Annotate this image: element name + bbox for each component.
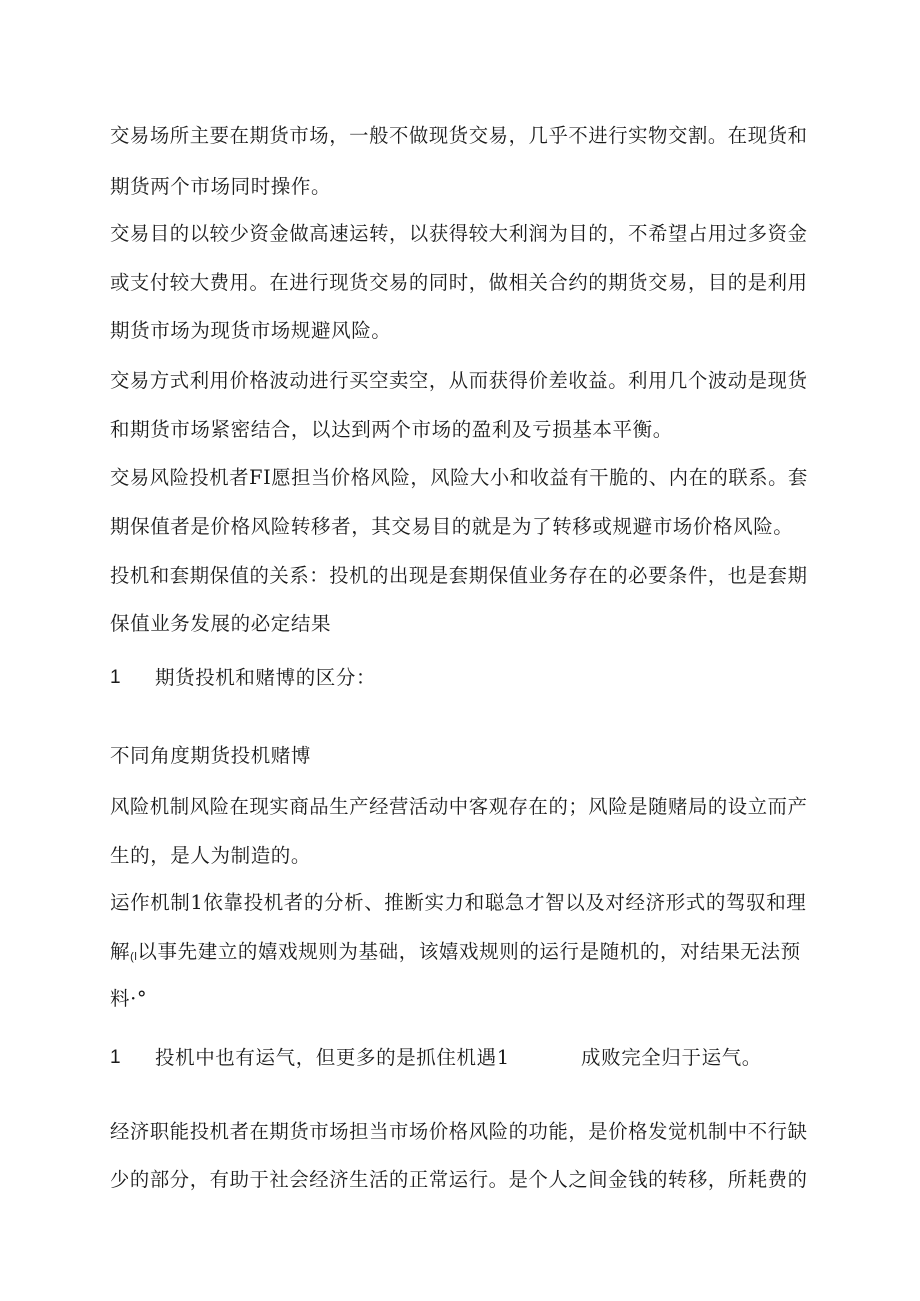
paragraph-risk-mechanism-line-1: 风险机制风险在现实商品生产经营活动中客观存在的；风险是随赌局的设立而产 xyxy=(110,795,808,818)
line-2-rest: 以事先建立的嬉戏规则为基础，该嬉戏规则的运行是随机的，对结果无法预 xyxy=(137,940,801,963)
paragraph-trading-method-line-1: 交易方式利用价格波动进行买空卖空，从而获得价差收益。利用几个波动是现货 xyxy=(110,369,808,392)
list-item-luck-gambling: 成败完全归于运气。 xyxy=(581,1046,762,1069)
paragraph-economic-function-line-1: 经济职能投机者在期货市场担当市场价格风险的功能，是价格发觉机制中不行缺 xyxy=(110,1120,808,1143)
list-item-speculation-vs-gambling: 期货投机和赌博的区分： xyxy=(155,666,377,689)
paragraph-operating-mechanism-line-2 xyxy=(110,940,801,969)
list-item-number: 1 xyxy=(110,667,121,688)
paragraph-operating-mechanism-line-3: 料·° xyxy=(110,987,148,1010)
paragraph-trading-purpose-line-3: 期货市场为现货市场规避风险。 xyxy=(110,319,392,342)
paragraph-trading-venue-line-2: 期货两个市场同时操作。 xyxy=(110,175,332,198)
paragraph-relationship-line-2: 保值业务发展的必定结果 xyxy=(110,612,332,635)
list-item-luck-speculation: 投机中也有运气，但更多的是抓住机遇1 xyxy=(155,1046,510,1069)
paragraph-trading-method-line-2: 和期货市场紧密结合，以达到两个市场的盈利及亏损基本平衡。 xyxy=(110,418,673,441)
list-item-number: 1 xyxy=(110,1047,121,1068)
paragraph-trading-purpose-line-2: 或支付较大费用。在进行现货交易的同时，做相关合约的期货交易，目的是利用 xyxy=(110,271,808,294)
line-2-prefix: 解 xyxy=(110,940,131,963)
paragraph-risk-mechanism-line-2: 生的，是人为制造的。 xyxy=(110,844,312,867)
line-2-subscript: (l xyxy=(130,951,138,963)
paragraph-trading-venue-line-1: 交易场所主要在期货市场，一般不做现货交易，几乎不进行实物交割。在现货和 xyxy=(110,124,808,147)
paragraph-operating-mechanism-line-1: 运作机制1依靠投机者的分析、推断实力和聪急才智以及对经济形式的驾驭和理 xyxy=(110,891,807,914)
paragraph-trading-risk-line-2: 期保值者是价格风险转移者，其交易目的就是为了转移或规避市场价格风险。 xyxy=(110,515,794,538)
paragraph-trading-risk-line-1: 交易风险投机者FI愿担当价格风险，风险大小和收益有干脆的、内在的联系。套 xyxy=(110,466,808,489)
section-heading: 不同角度期货投机赌博 xyxy=(110,744,312,767)
paragraph-economic-function-line-2: 少的部分，有助于社会经济生活的正常运行。是个人之间金钱的转移，所耗费的 xyxy=(110,1168,808,1191)
paragraph-trading-purpose-line-1: 交易目的以较少资金做高速运转，以获得较大利润为目的，不希望占用过多资金 xyxy=(110,222,808,245)
paragraph-relationship-line-1: 投机和套期保值的关系：投机的出现是套期保值业务存在的必要条件，也是套期 xyxy=(110,564,808,587)
